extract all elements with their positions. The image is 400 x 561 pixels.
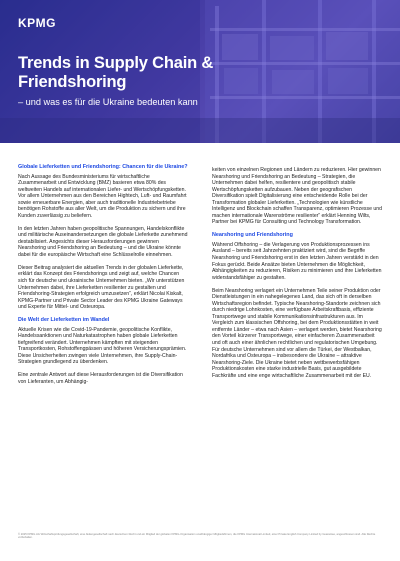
section-heading-global-supply-chains: Globale Lieferketten und Friendshoring: Chancen für die Ukraine? [18,164,188,170]
right-column [212,167,382,386]
copyright-footer: © 2025 KPMG AG Wirtschaftsprüfungsgesellschaft, eine Aktiengesellschaft nach deutschem Recht und ein Mitglied der globalen KPMG-Organisation unabhängiger Mitgliedsfirmen, die KPMG International Limited, einer Private English Company Limited by Guarantee, angeschlossen sind. Alle Rechte vorbehalten. [18,533,376,540]
paragraph: keiten von einzelnen Regionen und Ländern zu reduzieren. Hier gewinnen Nearshoring und Friendshoring an Bedeutung – Strategien, die Unternehmen dabei helfen, resilientere und geopolitisch stabile Wertschöpfungsketten aufzubauen. Neben der geografischen Diversifikation spielt Digitalisierung eine entscheidende Rolle bei der Transformation globaler Lieferketten. „Technologien wie künstliche Intelligenz und Blockchain schaffen Transparenz, optimieren Prozesse und machen internationale Warenströme resilienter“ erklärt Henning Wilts, Partner bei KPMG für Consulting und Technology Transformation. [212,167,382,226]
section-heading-supply-chain-change: Die Welt der Lieferketten im Wandel [18,317,110,324]
paragraph: Dieser Beitrag analysiert die aktuellen Trends in der globalen Lieferkette, erklärt das Konzept des Friendshorings und zeigt auf, welche Chancen sich für deutsche und ukrainische Unternehmen bieten. „Wir unterstützen Unternehmen dabei, ihre Lieferketten resilienter zu gestalten und Friendshoring-Strategien erfolgreich umzusetzen“, erklärt Nicolai Kiskalt, KPMG-Partner und Private Sector Leader des KPMG Ukraine Gateways und Experte für Mittel- und Osteuropa. [18,264,185,311]
paragraph: Aktuelle Krisen wie die Covid-19-Pandemie, geopolitische Konflikte, Handelssanktionen und Naturkatastrophen haben globale Lieferketten tiefgreifend verändert. Unternehmen kämpften mit steigenden Transportkosten, Rohstoffengpässen und höheren Versicherungsprämien. Diese Unsicherheiten zwingen viele Unternehmen, ihre Supply-Chain-Strategien grundlegend zu überdenken. [18,326,187,366]
hero-banner [0,0,400,143]
page-title-line-1: Trends in Supply Chain & [18,54,214,72]
paragraph: Eine zentrale Antwort auf diese Herausforderungen ist die Diversifikation von Lieferanten, um Abhängig- [18,372,183,385]
paragraph: Nach Aussage des Bundesministeriums für wirtschaftliche Zusammenarbeit und Entwicklung (BMZ) basieren etwa 80% des weltweiten Handels auf internationalen Liefer- und Wertschöpfungsketten. Vor allem Unternehmen aus den Bereichen Hightech, Luft- und Raumfahrt sowie erneuerbare Energien, aber auch traditionelle Industriebetriebe benötigen Rohstoffe aus aller Welt, um die Produktion zu sichern und ihre Kunden zuverlässig zu beliefern. [18,173,187,219]
left-column [18,164,188,392]
kpmg-logo: KPMG [18,16,56,30]
page-title-line-2: Friendshoring [18,73,127,91]
page-subtitle: – und was es für die Ukraine bedeuten kann [18,97,198,107]
page-title [18,54,278,92]
paragraph: Während Offshoring – die Verlagerung von Produktionsprozessen ins Ausland – bereits seit Jahrzehnten praktiziert wird, sind die Begriffe Nearshoring und Friendshoring erst in den letzten Jahren verstärkt in den Fokus gerückt. Beide Ansätze bieten Unternehmen die Möglichkeit, Abhängigkeiten zu reduzieren, Risiken zu minimieren und ihre Lieferketten widerstandsfähiger zu gestalten. [212,241,382,281]
paragraph: Beim Nearshoring verlagert ein Unternehmen Teile seiner Produktion oder Dienstleistungen in ein nahegelegenes Land, das sich oft in derselben Wirtschaftsregion befindet. Typische Nearshoring-Standorte zeichnen sich durch niedrige Lohnkosten, eine verfügbare Arbeitskraftbasis, effiziente Transportwege und stabile Kommunikationsinfrastrukturen aus. Im Vergleich zum klassischen Offshoring, bei dem Produktionsstätten in weit entfernte Länder – etwa nach Asien – verlagert werden, bietet Nearshoring den Vorteil kürzerer Transportwege, einer einfacheren Zusammenarbeit und oft auch einer ähnlichen rechtlichen und regulatorischen Umgebung. Für deutsche Unternehmen sind vor allem die Türkei, der Westbalkan, Nordafrika und Osteuropa – insbesondere die Ukraine – attraktive Nearshoring-Ziele. Die Ukraine bietet neben wettbewerbsfähigen Produktionskosten eine starke industrielle Basis, gut ausgebildete Fachkräfte und eine enge wirtschaftliche Zusammenarbeit mit der EU. [212,287,382,379]
section-heading-nearshoring-friendshoring: Nearshoring und Friendshoring [212,232,293,239]
paragraph: In den letzten Jahren haben geopolitische Spannungen, Handelskonflikte und militärische Auseinandersetzungen die globale Lieferkette zunehmend destabilisiert. Angesichts dieser Herausforderungen gewinnen Nearshoring und Friendshoring an Bedeutung – und die Ukraine könnte dabei für die europäische Wirtschaft eine Schlüsselrolle einnehmen. [18,225,188,258]
